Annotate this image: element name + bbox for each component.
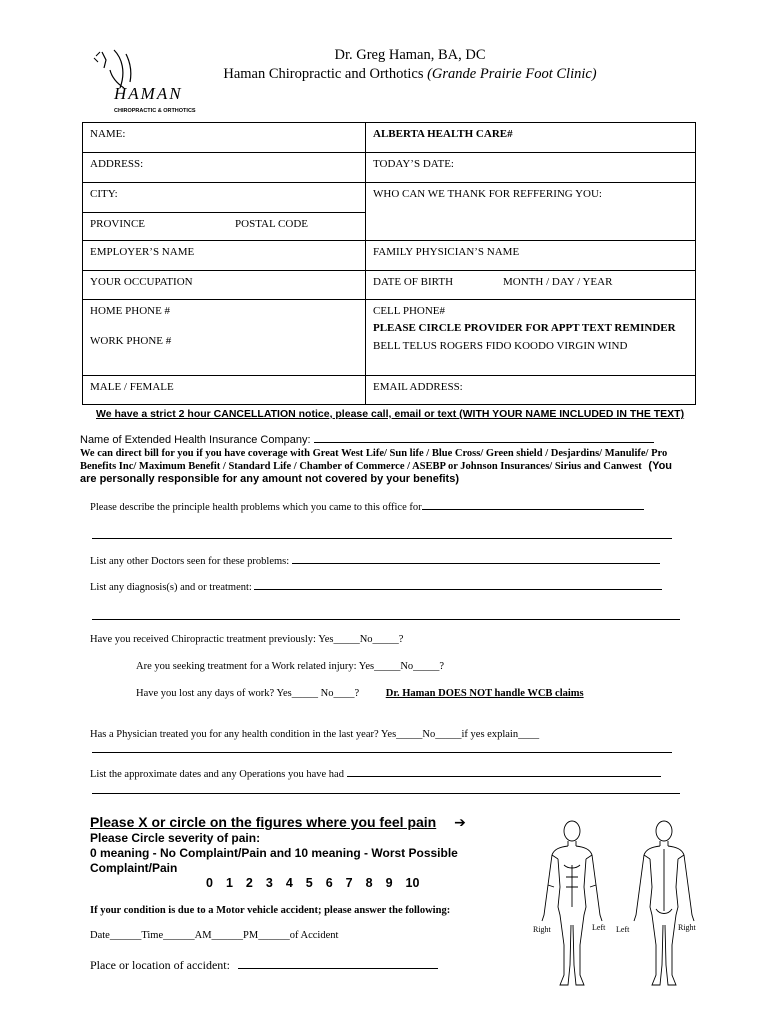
address-label: ADDRESS:	[90, 158, 144, 170]
pain-scale-6[interactable]: 6	[325, 876, 333, 890]
provider-note: PLEASE CIRCLE PROVIDER FOR APPT TEXT REMINDER	[373, 322, 676, 334]
family-physician-label: FAMILY PHYSICIAN’S NAME	[373, 246, 520, 258]
operations-label: List the approximate dates and any Operations you have had	[90, 769, 347, 780]
describe-question	[90, 502, 644, 513]
todays-date-label: TODAY’S DATE:	[373, 158, 454, 170]
province-postal-field[interactable]	[83, 213, 366, 241]
describe-label: Please describe the principle health problems which you came to this office for	[90, 502, 422, 513]
cell-phone-label: CELL PHONE#	[373, 305, 446, 317]
logo-subtext: CHIROPRACTIC & ORTHOTICS	[114, 108, 196, 114]
province-label: PROVINCE	[90, 218, 146, 230]
operations-line-2[interactable]	[92, 793, 680, 794]
describe-line-2[interactable]	[92, 538, 672, 539]
accident-heading: If your condition is due to a Motor vehicle accident; please answer the following:	[90, 905, 451, 916]
diagnosis-line-2[interactable]	[92, 619, 680, 620]
employer-field[interactable]	[83, 241, 366, 271]
phone-field[interactable]	[83, 300, 366, 376]
pain-scale	[206, 876, 419, 890]
pain-scale-4[interactable]: 4	[285, 876, 293, 890]
figure-front-left-label: Left	[592, 923, 606, 932]
home-phone-label: HOME PHONE #	[90, 305, 171, 317]
email-field[interactable]	[366, 376, 696, 405]
chiro-prev-question[interactable]: Have you received Chiropractic treatment previously: Yes_____No_____?	[90, 634, 404, 645]
diagnosis-blank[interactable]	[254, 589, 662, 590]
logo-text: HAMAN	[114, 84, 183, 103]
pain-scale-5[interactable]: 5	[305, 876, 313, 890]
name-label: NAME:	[90, 128, 126, 140]
employer-label: EMPLOYER’S NAME	[90, 246, 195, 258]
occupation-label: YOUR OCCUPATION	[90, 276, 193, 288]
other-doctors-blank[interactable]	[292, 563, 660, 564]
pain-scale-1[interactable]: 1	[225, 876, 233, 890]
diagnosis-label: List any diagnosis(s) and or treatment:	[90, 582, 255, 593]
insurance-label: Name of Extended Health Insurance Company:	[80, 434, 314, 446]
figure-back-right-label: Right	[678, 923, 696, 932]
figure-front-right-label: Right	[533, 925, 551, 934]
todays-date-field[interactable]	[366, 153, 696, 183]
dob-label: DATE OF BIRTH	[373, 276, 454, 288]
cell-phone-field[interactable]	[366, 300, 696, 376]
body-figure-front	[542, 821, 602, 985]
physician-question[interactable]: Has a Physician treated you for any health condition in the last year? Yes_____No_____if yes explain____	[90, 729, 540, 740]
occupation-field[interactable]	[83, 271, 366, 300]
wcb-note: Dr. Haman DOES NOT handle WCB claims	[385, 688, 584, 699]
diagnosis-question	[90, 582, 662, 593]
address-field[interactable]	[83, 153, 366, 183]
insurance-blank[interactable]	[314, 442, 654, 443]
accident-place	[90, 958, 438, 973]
postal-label: POSTAL CODE	[235, 218, 308, 230]
other-doctors-label: List any other Doctors seen for these problems:	[90, 556, 292, 567]
physician-line[interactable]	[92, 752, 672, 753]
other-doctors-question	[90, 556, 660, 567]
direct-bill-text	[80, 447, 680, 486]
health-care-field[interactable]	[366, 123, 696, 153]
email-label: EMAIL ADDRESS:	[373, 381, 463, 393]
clinic-doctor-name: Dr. Greg Haman, BA, DC	[334, 47, 486, 63]
responsible-note: (You are personally responsible for any amount not covered by your benefits)	[80, 460, 673, 485]
body-figures[interactable]	[530, 815, 710, 995]
city-field[interactable]	[83, 183, 366, 213]
dob-field[interactable]	[366, 271, 696, 300]
lost-days-label[interactable]: Have you lost any days of work? Yes_____ No____?	[136, 688, 360, 699]
work-related-question[interactable]: Are you seeking treatment for a Work related injury: Yes_____No_____?	[136, 661, 445, 672]
name-field[interactable]	[83, 123, 366, 153]
dob-format: MONTH / DAY / YEAR	[503, 276, 613, 288]
clinic-logo	[92, 48, 196, 120]
pain-scale-7[interactable]: 7	[345, 876, 353, 890]
operations-question	[90, 769, 661, 780]
referral-field[interactable]	[366, 183, 696, 241]
pain-scale-8[interactable]: 8	[365, 876, 373, 890]
work-phone-label: WORK PHONE #	[90, 335, 172, 347]
provider-options[interactable]: BELL TELUS ROGERS FIDO KOODO VIRGIN WIND	[373, 340, 628, 352]
lost-days-question	[136, 688, 584, 699]
patient-info-table	[82, 122, 696, 405]
gender-field[interactable]	[83, 376, 366, 405]
pain-scale-3[interactable]: 3	[265, 876, 273, 890]
health-care-label: ALBERTA HEALTH CARE#	[373, 128, 513, 140]
operations-blank[interactable]	[347, 776, 661, 777]
pain-scale-9[interactable]: 9	[385, 876, 393, 890]
pain-scale-2[interactable]: 2	[245, 876, 253, 890]
gender-label: MALE / FEMALE	[90, 381, 174, 393]
pain-scale-0[interactable]: 0	[206, 876, 213, 890]
pain-heading	[90, 814, 466, 831]
city-label: CITY:	[90, 188, 118, 200]
clinic-name	[160, 66, 660, 83]
pain-heading-text: Please X or circle on the figures where you feel pain	[90, 814, 437, 830]
insurance-line	[80, 434, 654, 446]
direct-bill-list: We can direct bill for you if you have coverage with Great West Life/ Sun life / Blue Cross/ Green shield / Desjardins/ Manulife/ Pro Benefits Inc/ Maximum Benefit / Standard Life / Chamber of Commerce / ASEBP or Johnson Insurances/ Sirius and Canwest	[80, 448, 668, 472]
arrow-right-icon: ➔	[454, 814, 466, 830]
pain-scale-10[interactable]: 10	[405, 876, 420, 890]
accident-place-label: Place or location of accident:	[90, 958, 230, 972]
accident-place-blank[interactable]	[238, 968, 438, 969]
severity-label: Please Circle severity of pain:	[90, 831, 261, 845]
referral-label: WHO CAN WE THANK FOR REFFERING YOU:	[373, 188, 602, 200]
describe-blank[interactable]	[422, 509, 644, 510]
cancellation-notice: We have a strict 2 hour CANCELLATION notice, please call, email or text (WITH YOUR NAME INCLUDED IN THE TEXT)	[96, 408, 685, 420]
severity-meaning: 0 meaning - No Complaint/Pain and 10 meaning - Worst Possible Complaint/Pain	[90, 846, 458, 875]
body-figure-back	[634, 821, 694, 985]
figure-back-left-label: Left	[616, 925, 630, 934]
family-physician-field[interactable]	[366, 241, 696, 271]
clinic-name-main: Haman Chiropractic and Orthotics	[223, 66, 428, 82]
accident-datetime[interactable]: Date______Time______AM______PM______of Accident	[90, 930, 339, 941]
clinic-name-italic: (Grande Prairie Foot Clinic)	[427, 66, 597, 82]
